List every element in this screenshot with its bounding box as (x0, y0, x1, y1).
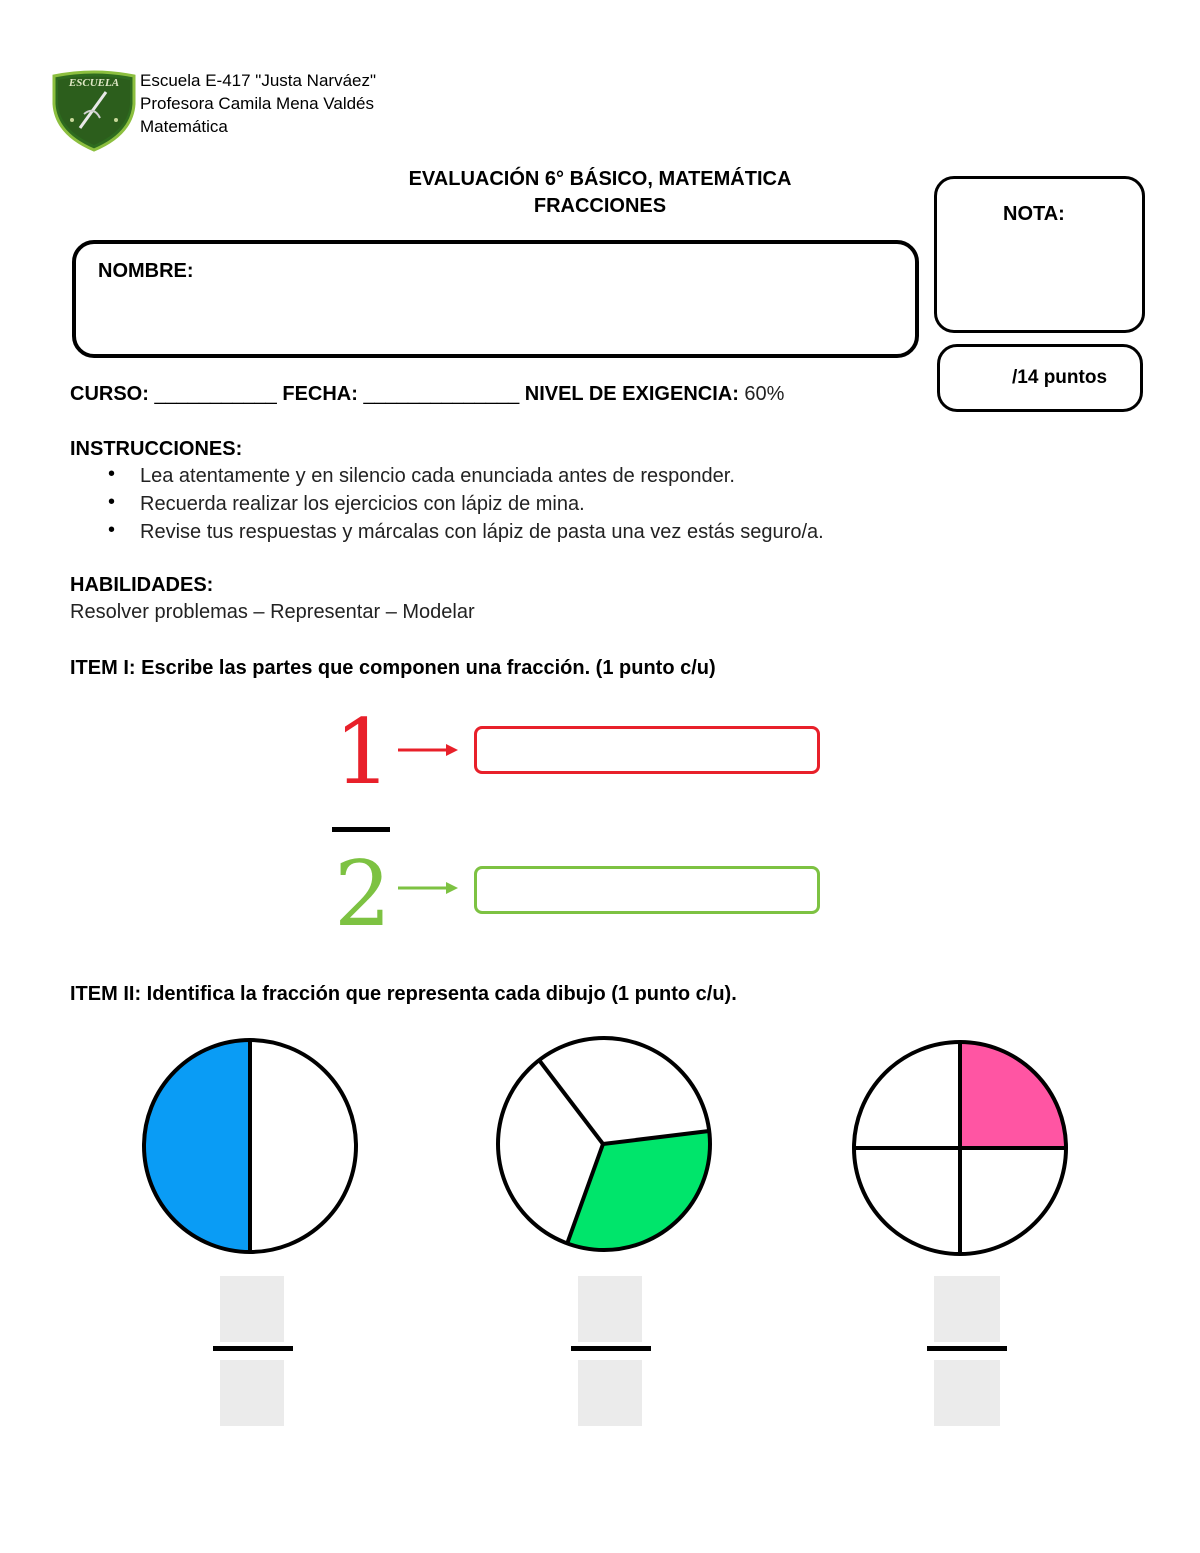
nombre-label: NOMBRE: (98, 260, 194, 282)
numerator-number: 1 (334, 700, 392, 805)
item2-heading: ITEM II: Identifica la fracción que representa cada dibujo (1 punto c/u). (70, 983, 737, 1005)
nota-label: NOTA: (1003, 203, 1065, 225)
subject-name: Matemática (140, 117, 228, 136)
numerator-input-1[interactable] (220, 1276, 284, 1342)
teacher-name: Profesora Camila Mena Valdés (140, 94, 375, 113)
fecha-blank[interactable]: ______________ (357, 383, 525, 405)
denominator-number: 2 (334, 842, 392, 947)
instruccion-3: Revise tus respuestas y márcalas con lápiz de pasta una vez estás seguro/a. (140, 521, 824, 543)
denominator-answer-box[interactable] (474, 866, 820, 914)
denominator-input-3[interactable] (934, 1360, 1000, 1426)
nombre-field[interactable] (72, 240, 919, 358)
item1-heading: ITEM I: Escribe las partes que componen una fracción. (1 punto c/u) (70, 657, 716, 679)
nota-field[interactable] (934, 176, 1145, 333)
shaded-sector (144, 1040, 250, 1252)
curso-blank[interactable]: ___________ (148, 383, 283, 405)
habilidades-text: Resolver problemas – Representar – Modelar (70, 601, 475, 623)
fraction-bar (332, 827, 390, 832)
exam-subtitle: FRACCIONES (533, 195, 667, 217)
puntos-label: /14 puntos (1012, 367, 1108, 388)
fraction-circle-thirds (494, 1034, 716, 1256)
school-logo-shield (50, 70, 138, 152)
habilidades-heading: HABILIDADES: (70, 574, 214, 596)
nivel-label: NIVEL DE EXIGENCIA: (524, 383, 739, 405)
fecha-label: FECHA: (282, 383, 358, 405)
fraction-bar-2 (571, 1346, 651, 1351)
school-name: Escuela E-417 "Justa Narváez" (140, 71, 377, 90)
denominator-input-1[interactable] (220, 1360, 284, 1426)
info-line (70, 383, 784, 406)
numerator-answer-box[interactable] (474, 726, 820, 774)
shaded-sector (567, 1131, 710, 1251)
numerator-input-3[interactable] (934, 1276, 1000, 1342)
bullet-icon: • (108, 519, 116, 541)
fraction-bar-1 (213, 1346, 293, 1351)
fraction-bar-3 (927, 1346, 1007, 1351)
logo-text: ESCUELA (68, 77, 120, 89)
fraction-circle-quarters (850, 1038, 1072, 1260)
instruccion-2: Recuerda realizar los ejercicios con lápiz de mina. (140, 493, 585, 515)
bullet-icon: • (108, 463, 116, 485)
denominator-input-2[interactable] (578, 1360, 642, 1426)
nivel-value: 60% (738, 383, 785, 405)
numerator-arrow-icon (398, 740, 460, 760)
instruccion-1: Lea atentamente y en silencio cada enunciada antes de responder. (140, 465, 735, 487)
bullet-icon: • (108, 491, 116, 513)
denominator-arrow-icon (398, 878, 460, 898)
instrucciones-heading: INSTRUCCIONES: (70, 438, 243, 460)
curso-label: CURSO: (70, 383, 149, 405)
exam-title: EVALUACIÓN 6° BÁSICO, MATEMÁTICA (408, 168, 792, 190)
fraction-circle-halves (138, 1036, 362, 1256)
numerator-input-2[interactable] (578, 1276, 642, 1342)
puntos-field[interactable] (937, 344, 1143, 412)
